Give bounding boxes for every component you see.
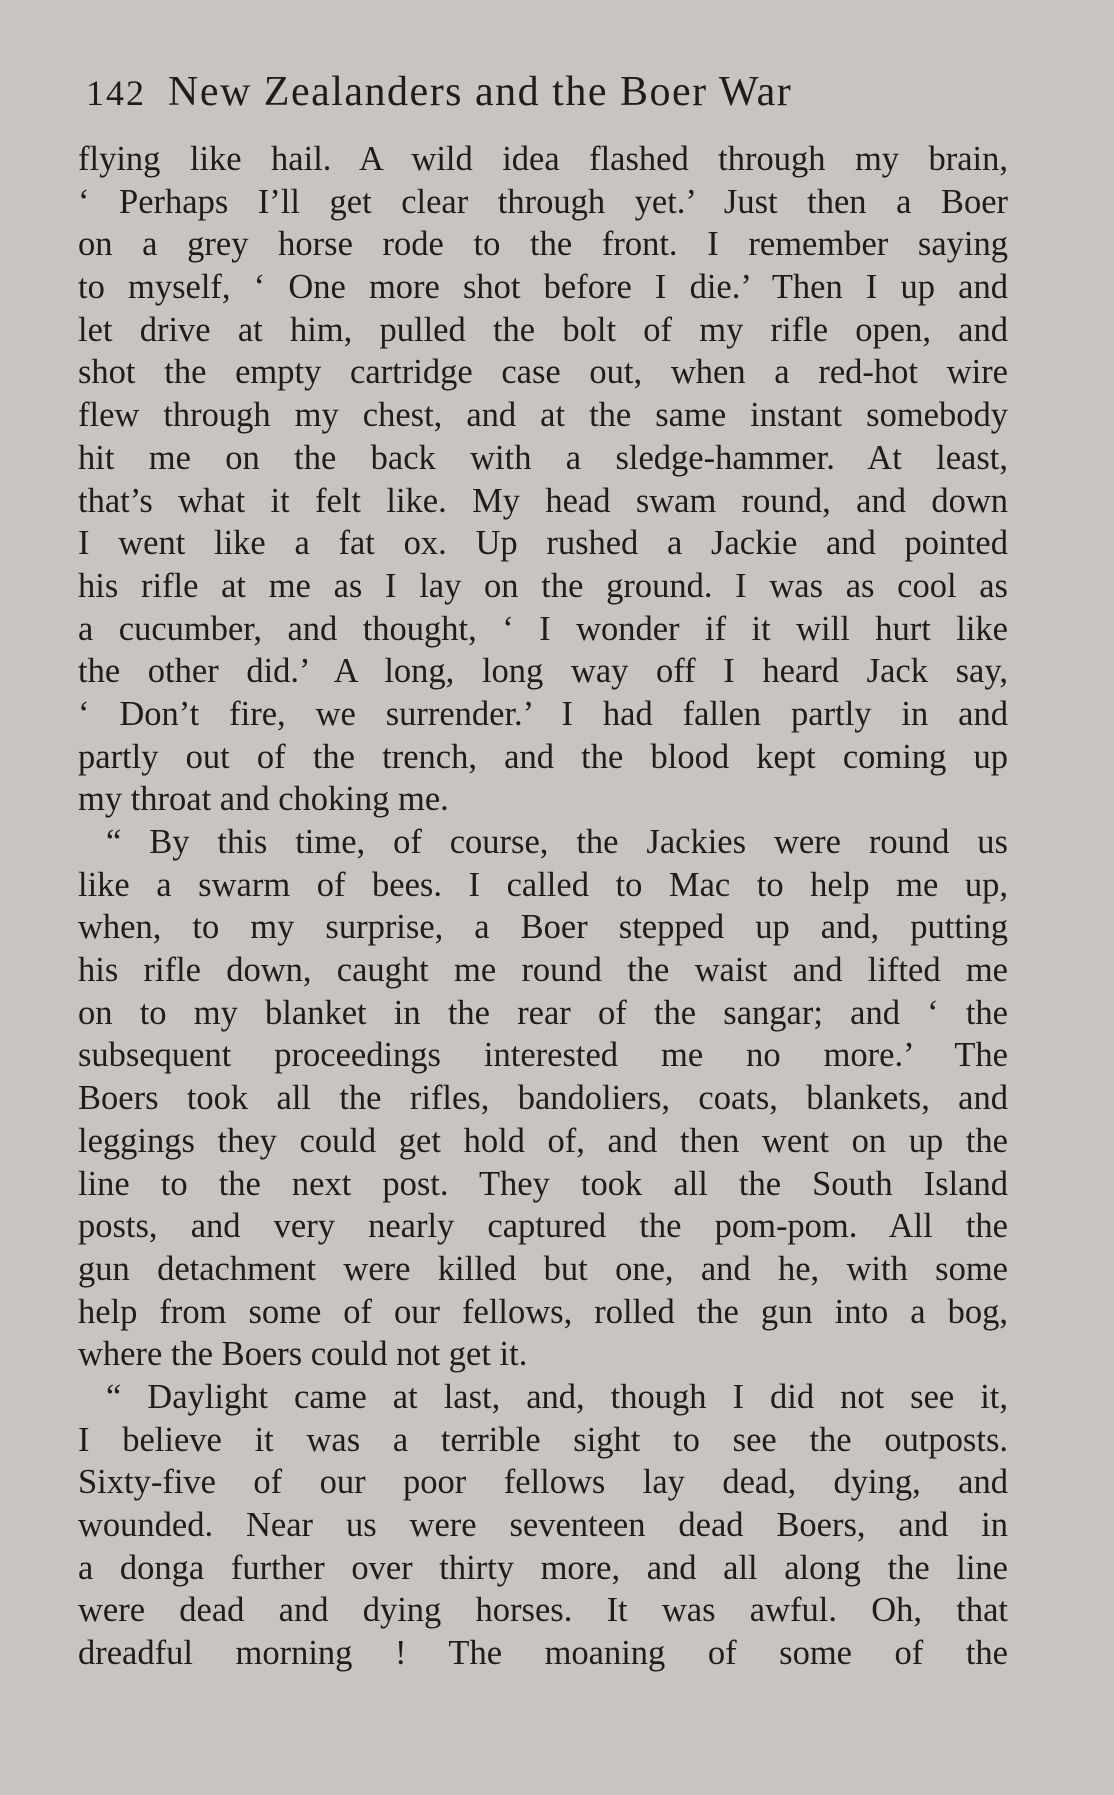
paragraph-end-line: where the Boers could not get it. [78, 1335, 528, 1374]
text-line: the other did.’ A long, long way off I heard Jack say, [78, 652, 1008, 691]
text-line: gun detachment were killed but one, and he, with some [78, 1249, 1008, 1288]
text-line: I believe it was a terrible sight to see the outposts. [78, 1420, 1008, 1459]
body-text [78, 138, 1008, 1675]
text-line: were dead and dying horses. It was awful. Oh, that [78, 1591, 1008, 1630]
paragraph-end-line: my throat and choking me. [78, 780, 449, 819]
text-line: to myself, ‘ One more shot before I die.’ Then I up and [78, 268, 1008, 307]
text-line: on a grey horse rode to the front. I remember saying [78, 225, 1008, 264]
text-line: dreadful morning ! The moaning of some of the [78, 1634, 1008, 1673]
text-line: his rifle down, caught me round the waist and lifted me [78, 951, 1008, 990]
text-line: Sixty-five of our poor fellows lay dead, dying, and [78, 1463, 1008, 1502]
text-line: I went like a fat ox. Up rushed a Jackie and pointed [78, 524, 1008, 563]
text-line: a cucumber, and thought, ‘ I wonder if it will hurt like [78, 609, 1008, 648]
text-line: a donga further over thirty more, and all along the line [78, 1548, 1008, 1587]
text-line: subsequent proceedings interested me no more.’ The [78, 1036, 1008, 1075]
text-line: let drive at him, pulled the bolt of my rifle open, and [78, 310, 1008, 349]
text-line: ‘ Perhaps I’ll get clear through yet.’ Just then a Boer [78, 182, 1008, 221]
text-line: posts, and very nearly captured the pom-pom. All the [78, 1207, 1008, 1246]
text-line: on to my blanket in the rear of the sangar; and ‘ the [78, 993, 1008, 1032]
text-line: like a swarm of bees. I called to Mac to help me up, [78, 865, 1008, 904]
text-line: when, to my surprise, a Boer stepped up and, putting [78, 908, 1008, 947]
text-line: flying like hail. A wild idea flashed through my brain, [78, 140, 1008, 178]
book-title: New Zealanders and the Boer War [168, 69, 793, 115]
text-line: wounded. Near us were seventeen dead Boers, and in [78, 1506, 1008, 1544]
text-line: flew through my chest, and at the same instant somebody [78, 396, 1008, 435]
page-number: 142 [86, 73, 146, 113]
text-line: shot the empty cartridge case out, when a red-hot wire [78, 353, 1008, 392]
text-line: partly out of the trench, and the blood kept coming up [78, 737, 1008, 776]
text-line: line to the next post. They took all the South Island [78, 1164, 1008, 1203]
text-line: that’s what it felt like. My head swam round, and down [78, 481, 1008, 520]
text-line: his rifle at me as I lay on the ground. I was as cool as [78, 566, 1008, 605]
text-line: help from some of our fellows, rolled the gun into a bog, [78, 1292, 1008, 1331]
text-line: ‘ Don’t fire, we surrender.’ I had fallen partly in and [78, 694, 1008, 733]
paragraph-start-line: “ Daylight came at last, and, though I did not see it, [106, 1377, 1008, 1416]
paragraph-start-line: “ By this time, of course, the Jackies were round us [106, 823, 1008, 861]
running-head [86, 66, 966, 119]
text-line: hit me on the back with a sledge-hammer. At least, [78, 438, 1008, 477]
text-line: Boers took all the rifles, bandoliers, coats, blankets, and [78, 1079, 1008, 1118]
text-line: leggings they could get hold of, and then went on up the [78, 1121, 1008, 1160]
